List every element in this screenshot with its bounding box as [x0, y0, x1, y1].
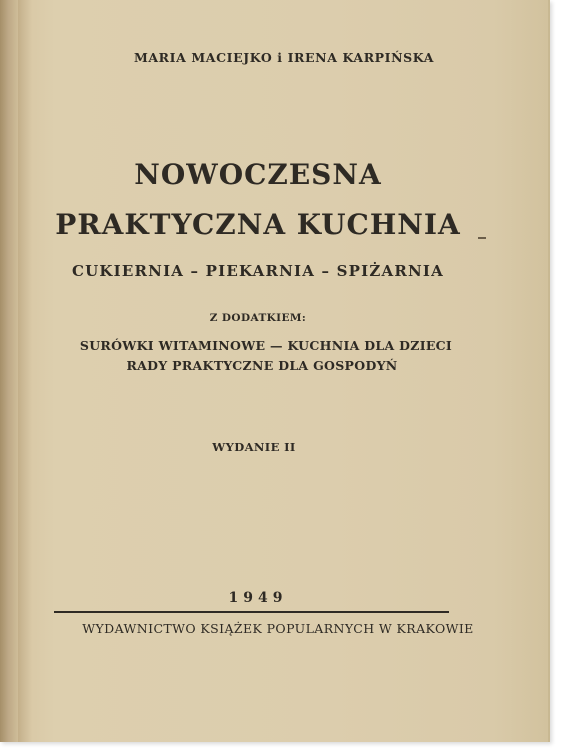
addition-line-2: RADY PRAKTYCZNE DLA GOSPODYŃ: [126, 358, 398, 373]
ink-mark: [478, 237, 486, 239]
edition: WYDANIE II: [212, 440, 296, 454]
divider-rule: [54, 611, 449, 613]
addition-line-1: SURÓWKI WITAMINOWE — KUCHNIA DLA DZIECI: [79, 338, 453, 353]
publisher: WYDAWNICTWO KSIĄŻEK POPULARNYCH W KRAKOWIE: [82, 621, 474, 636]
publication-year: 1949: [228, 590, 288, 606]
title-line-2: PRAKTYCZNA KUCHNIA: [55, 208, 461, 241]
authors: MARIA MACIEJKO i IRENA KARPIŃSKA: [133, 50, 435, 65]
addition-intro: Z DODATKIEM:: [209, 312, 307, 324]
subtitle: CUKIERNIA – PIEKARNIA – SPIŻARNIA: [71, 262, 444, 280]
title-line-1: NOWOCZESNA: [134, 158, 382, 191]
